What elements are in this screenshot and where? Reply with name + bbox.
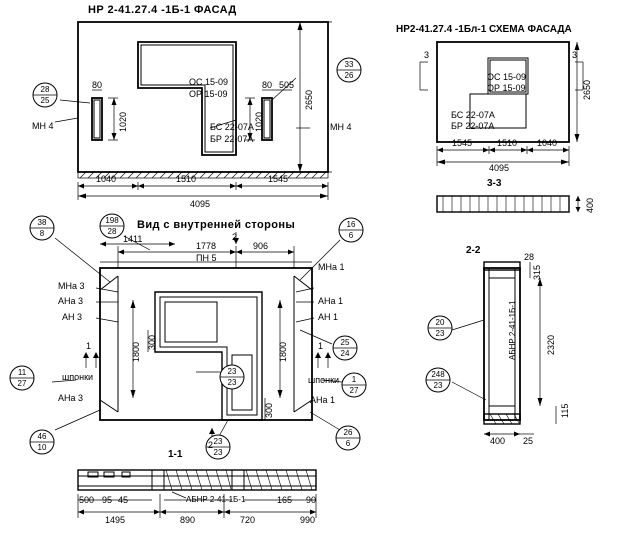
facade-dim-505: 505 xyxy=(279,80,295,90)
scheme-title: НР2-41.27.4 -1Бл-1 СХЕМА ФАСАДА xyxy=(396,24,572,35)
scheme-dim-1040: 1040 xyxy=(537,138,558,148)
balloon-46: 46 xyxy=(37,432,47,441)
facade-dim-total: 4095 xyxy=(190,199,211,209)
balloon-23a-bottom: 23 xyxy=(213,448,223,457)
sec11-dim-890: 890 xyxy=(180,515,196,525)
inside-label-ana1-right: АНa 1 xyxy=(310,395,336,405)
sec11-dim-990: 990 xyxy=(300,515,316,525)
inside-label-an3: АН 3 xyxy=(62,312,83,322)
scheme-dim-1510: 1510 xyxy=(497,138,518,148)
scheme-label-op: ОР 15-09 xyxy=(487,83,526,93)
balloon-28: 28 xyxy=(40,85,50,94)
inside-section-mark-1-left: 1 xyxy=(86,341,92,351)
balloon-6b: 6 xyxy=(345,439,351,448)
inside-label-pn5: ПН 5 xyxy=(196,253,217,263)
sec11-dim-500: 500 xyxy=(79,495,95,505)
inside-dim-1778: 1778 xyxy=(196,241,217,251)
balloon-23b-bottom: 23 xyxy=(227,378,237,387)
facade-label-bs: БС 22-07А xyxy=(210,122,254,132)
inside-section-mark-1-right: 1 xyxy=(318,341,324,351)
facade-label-br: БР 22-07А xyxy=(210,134,254,144)
inside-dim-1800-right: 1800 xyxy=(278,341,288,362)
scheme-dim-2650: 2650 xyxy=(582,79,592,100)
balloon-11: 11 xyxy=(17,368,27,377)
inside-section-mark-2-top: 2 xyxy=(232,232,238,242)
inside-label-ana3-left: АНa 3 xyxy=(58,393,84,403)
sec11-label: АБНР 2-41-1Б-1 xyxy=(186,495,246,504)
balloon-26: 26 xyxy=(344,71,354,80)
balloon-38: 38 xyxy=(37,218,47,227)
balloon-25b: 25 xyxy=(340,338,350,347)
sec22-dim-115: 115 xyxy=(560,403,570,418)
balloon-27: 27 xyxy=(17,379,27,388)
inside-label-shponki-right: шпонки xyxy=(308,375,340,385)
facade-dim-80-right: 80 xyxy=(262,80,273,90)
inside-label-mna3: МНa 3 xyxy=(58,281,85,291)
balloon-23d: 23 xyxy=(433,381,443,390)
scheme-dim-1545: 1545 xyxy=(452,138,473,148)
balloon-27b: 27 xyxy=(349,386,359,395)
scheme-label-br: БР 22-07А xyxy=(451,121,495,131)
sec11-dim-720: 720 xyxy=(240,515,256,525)
balloon-16: 16 xyxy=(346,220,356,229)
inside-dim-1800-left: 1800 xyxy=(131,341,141,362)
section-2-2-title: 2-2 xyxy=(466,245,481,256)
sec22-dim-315: 315 xyxy=(532,264,542,280)
sec22-label: АБНР 2-41-1Б-1 xyxy=(508,300,517,360)
inside-label-ana1-top: АНa 1 xyxy=(318,296,344,306)
sec22-dim-28: 28 xyxy=(524,252,535,262)
sec11-dim-165: 165 xyxy=(277,495,293,505)
facade-label-op: ОР 15-09 xyxy=(189,89,228,99)
scheme-label-os: ОС 15-09 xyxy=(487,72,527,82)
inside-dim-300-b: 300 xyxy=(264,402,274,418)
section-3-3-title: 3-3 xyxy=(487,178,502,189)
balloon-28b: 28 xyxy=(107,227,117,236)
balloon-24: 24 xyxy=(340,349,350,358)
facade-dim-1545: 1545 xyxy=(268,174,289,184)
section-1-1-title: 1-1 xyxy=(168,449,183,460)
balloon-248: 248 xyxy=(431,370,445,379)
sec11-dim-90: 90 xyxy=(306,495,317,505)
balloon-1: 1 xyxy=(351,375,357,384)
facade-dim-1040: 1040 xyxy=(96,174,117,184)
section-mark-3-left: 3 xyxy=(424,50,430,60)
facade-label-mn4-right: МН 4 xyxy=(330,122,352,132)
balloon-20: 20 xyxy=(435,318,445,327)
facade-label-os: ОС 15-09 xyxy=(189,77,229,87)
balloon-23b: 23 xyxy=(227,367,237,376)
scheme-label-bs: БС 22-07А xyxy=(451,110,495,120)
sec22-dim-25: 25 xyxy=(523,436,534,446)
inside-dim-300-a: 300 xyxy=(147,334,157,350)
balloon-198: 198 xyxy=(105,216,119,225)
balloon-25: 25 xyxy=(40,96,50,105)
facade-dim-80-left: 80 xyxy=(92,80,103,90)
facade-dim-2650: 2650 xyxy=(304,89,314,110)
inside-dim-906: 906 xyxy=(253,241,269,251)
sec11-dim-45: 45 xyxy=(118,495,129,505)
balloon-23a: 23 xyxy=(213,437,223,446)
section-mark-3-right: 3 xyxy=(572,50,578,60)
inside-view-title: Вид с внутренней стороны xyxy=(137,219,296,231)
facade-dim-1020-right: 1020 xyxy=(254,111,264,132)
scheme-dim-total: 4095 xyxy=(489,163,510,173)
facade-dim-1020-left: 1020 xyxy=(118,111,128,132)
sec11-dim-95: 95 xyxy=(102,495,113,505)
balloon-26b: 26 xyxy=(343,428,353,437)
balloon-6: 6 xyxy=(348,231,354,240)
scheme-dim-400: 400 xyxy=(585,197,595,213)
facade-dim-1510: 1510 xyxy=(176,174,197,184)
inside-label-an1: АН 1 xyxy=(318,312,339,322)
facade-title: НР 2-41.27.4 -1Б-1 ФАСАД xyxy=(88,4,237,16)
inside-label-mna1: МНa 1 xyxy=(318,262,345,272)
inside-label-ana3-top: АНa 3 xyxy=(58,296,84,306)
balloon-8: 8 xyxy=(39,229,45,238)
inside-dim-1411: 1411 xyxy=(123,234,143,244)
inside-section-mark-2-bottom: 2 xyxy=(208,440,214,450)
sec22-dim-2320: 2320 xyxy=(546,334,556,355)
balloon-33: 33 xyxy=(344,60,354,69)
inside-label-shponki-left: шпонки xyxy=(62,372,94,382)
balloon-23c: 23 xyxy=(435,329,445,338)
facade-label-mn4-left: МН 4 xyxy=(32,121,54,131)
sec11-dim-1495: 1495 xyxy=(105,515,126,525)
balloon-10: 10 xyxy=(37,443,47,452)
sec22-dim-400: 400 xyxy=(490,436,506,446)
